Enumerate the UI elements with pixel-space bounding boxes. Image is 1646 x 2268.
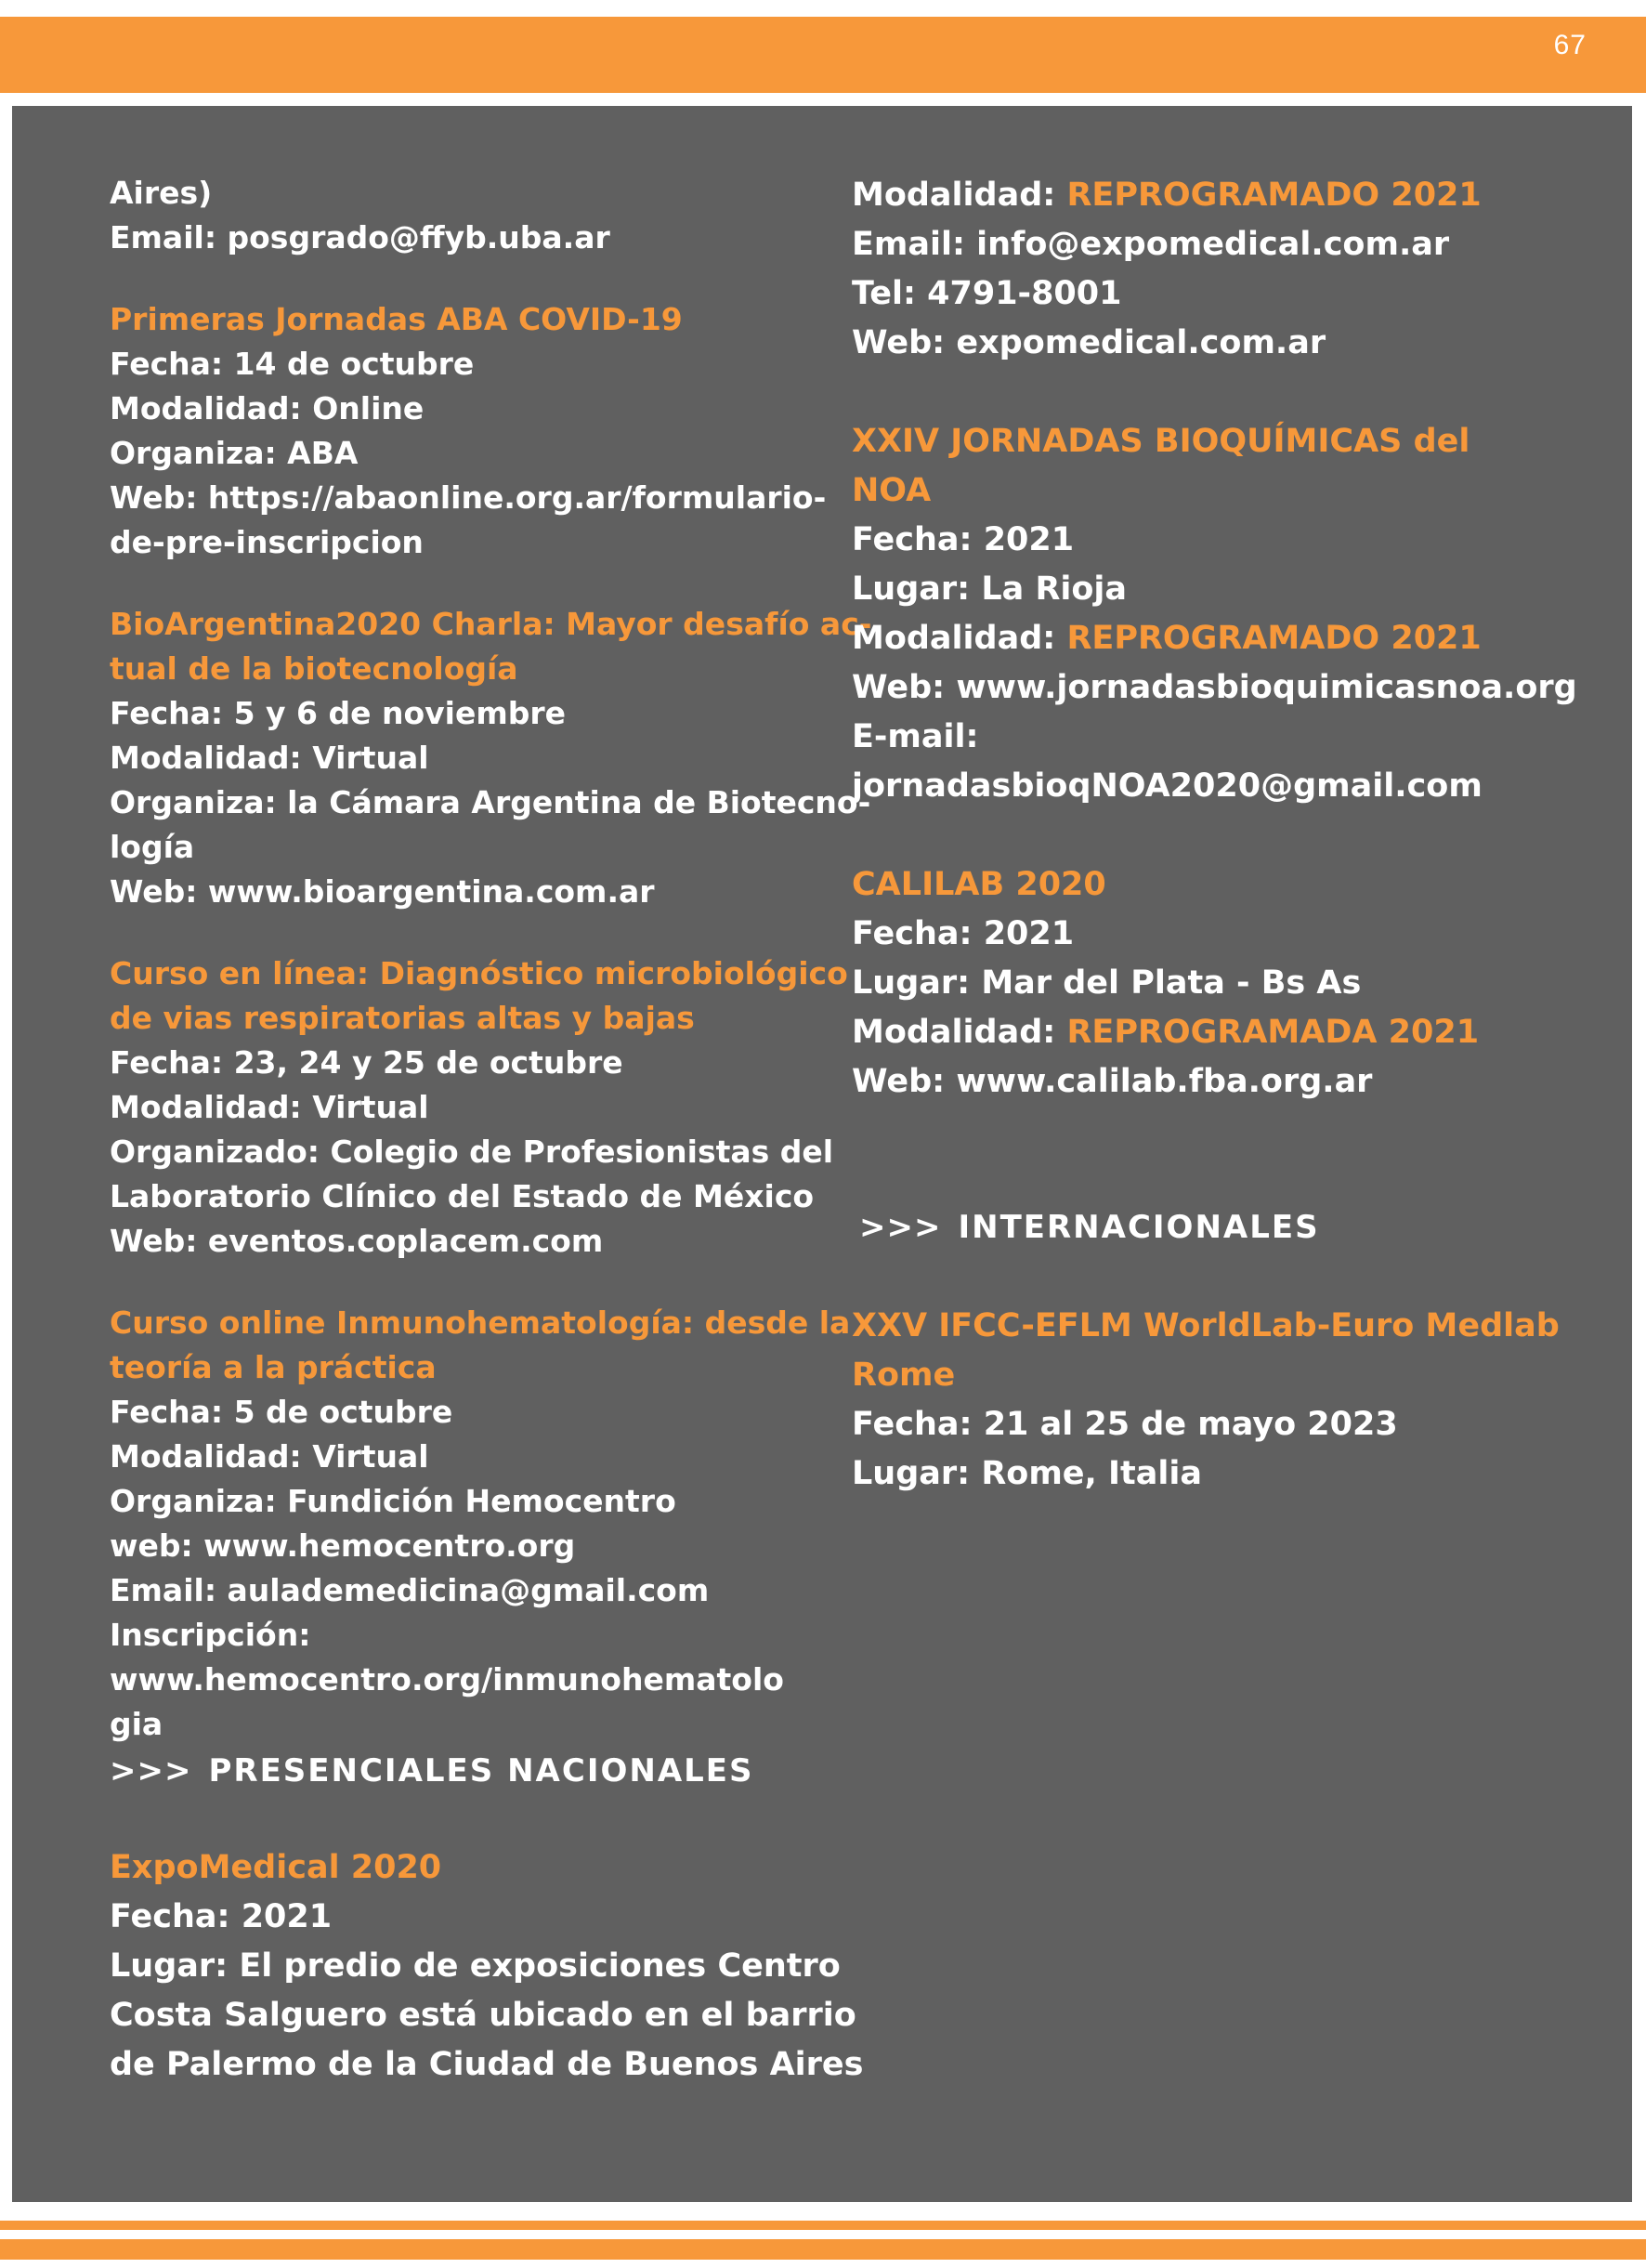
modalidad-label: Modalidad: xyxy=(852,1014,1067,1051)
event-calilab xyxy=(852,860,1567,1107)
footer-bar-thin xyxy=(0,2221,1646,2230)
event-line: Fecha: 14 de octubre xyxy=(110,346,475,382)
event-title: Curso online Inmunohematología: desde la xyxy=(110,1304,851,1341)
event-line: Laboratorio Clínico del Estado de México xyxy=(110,1178,815,1214)
event-line: de-pre-inscripcion xyxy=(110,524,424,560)
event-line: Modalidad: Virtual xyxy=(110,1438,429,1475)
event-line: Fecha: 2021 xyxy=(110,1898,333,1935)
event-jornadas-noa xyxy=(852,417,1577,811)
event-line: Lugar: Rome, Italia xyxy=(852,1455,1203,1492)
event-line: Modalidad: Virtual xyxy=(110,1089,429,1125)
event-line: www.hemocentro.org/inmunohematolo xyxy=(110,1661,784,1698)
page-number: 67 xyxy=(1553,30,1587,60)
event-line: Modalidad: Virtual xyxy=(110,740,429,776)
event-title: CALILAB 2020 xyxy=(852,866,1106,903)
event-line: Costa Salguero está ubicado en el barrio xyxy=(110,1997,856,2034)
event-line: Organiza: Fundición Hemocentro xyxy=(110,1483,676,1519)
event-expomedical-continued xyxy=(852,171,1567,368)
footer-bar xyxy=(0,2239,1646,2260)
event-line: Web: expomedical.com.ar xyxy=(852,324,1326,361)
modalidad-status: REPROGRAMADO 2021 xyxy=(1066,177,1482,214)
event-title: ExpoMedical 2020 xyxy=(110,1849,442,1886)
event-line: Web: www.bioargentina.com.ar xyxy=(110,873,655,910)
event-line: Organiza: la Cámara Argentina de Biotecno- xyxy=(110,784,871,820)
modalidad-status: REPROGRAMADA 2021 xyxy=(1066,1014,1480,1051)
event-line: logía xyxy=(110,829,195,865)
event-curso-microbiologico xyxy=(110,951,848,1264)
modalidad-label: Modalidad: xyxy=(852,620,1067,657)
event-title: Curso en línea: Diagnóstico microbiológico xyxy=(110,955,848,991)
section-heading-internacionales xyxy=(859,1203,1567,1252)
event-title: Primeras Jornadas ABA COVID-19 xyxy=(110,301,683,337)
section-heading-presenciales xyxy=(110,1747,816,1795)
event-line: Fecha: 5 de octubre xyxy=(110,1394,453,1430)
event-bioargentina xyxy=(110,602,872,914)
event-line: jornadasbioqNOA2020@gmail.com xyxy=(852,767,1483,805)
event-line: Tel: 4791-8001 xyxy=(852,275,1122,312)
section-arrows: >>> xyxy=(110,1752,192,1789)
event-worldlab xyxy=(852,1302,1567,1499)
section-label: INTERNACIONALES xyxy=(958,1209,1320,1246)
event-aba-covid xyxy=(110,297,827,565)
event-title: BioArgentina2020 Charla: Mayor desafío ac- xyxy=(110,606,872,642)
event-line: Organiza: ABA xyxy=(110,435,359,471)
modalidad-line xyxy=(852,171,1567,220)
event-title: NOA xyxy=(852,472,932,509)
intro-line: Aires) xyxy=(110,175,213,211)
event-line: Organizado: Colegio de Profesionistas del xyxy=(110,1134,834,1170)
event-line: web: www.hemocentro.org xyxy=(110,1527,576,1564)
content-panel xyxy=(12,106,1632,2202)
event-line: Lugar: La Rioja xyxy=(852,570,1128,608)
event-title: tual de la biotecnología xyxy=(110,650,518,687)
event-title: XXIV JORNADAS BIOQUÍMICAS del xyxy=(852,423,1470,460)
event-line: Web: www.jornadasbioquimicasnoa.org xyxy=(852,669,1577,706)
event-line: Fecha: 2021 xyxy=(852,521,1075,558)
event-line: Fecha: 23, 24 y 25 de octubre xyxy=(110,1044,623,1081)
event-title: XXV IFCC-EFLM WorldLab-Euro Medlab xyxy=(852,1307,1560,1344)
intro-email: Email: posgrado@ffyb.uba.ar xyxy=(110,219,610,256)
event-line: Lugar: Mar del Plata - Bs As xyxy=(852,964,1362,1002)
modalidad-line xyxy=(852,1008,1567,1057)
event-line: Email: info@expomedical.com.ar xyxy=(852,226,1450,263)
event-title: teoría a la práctica xyxy=(110,1349,437,1385)
modalidad-status: REPROGRAMADO 2021 xyxy=(1066,620,1482,657)
event-line: Modalidad: Online xyxy=(110,390,425,426)
event-line: Fecha: 5 y 6 de noviembre xyxy=(110,695,567,731)
event-line: de Palermo de la Ciudad de Buenos Aires xyxy=(110,2046,864,2083)
event-line: Web: https://abaonline.org.ar/formulario- xyxy=(110,479,827,516)
section-arrows: >>> xyxy=(859,1209,942,1246)
event-line: Fecha: 21 al 25 de mayo 2023 xyxy=(852,1406,1398,1443)
event-line: Web: eventos.coplacem.com xyxy=(110,1223,604,1259)
event-line: gia xyxy=(110,1706,163,1742)
event-title: de vias respiratorias altas y bajas xyxy=(110,1000,695,1036)
modalidad-line xyxy=(852,614,1567,663)
event-line: Fecha: 2021 xyxy=(852,915,1075,952)
event-curso-inmunohematologia xyxy=(110,1301,851,1747)
section-label: PRESENCIALES NACIONALES xyxy=(208,1752,754,1789)
header-bar xyxy=(0,17,1646,93)
event-line: E-mail: xyxy=(852,718,979,755)
event-line: Lugar: El predio de exposiciones Centro xyxy=(110,1947,841,1985)
event-expomedical xyxy=(110,1843,864,2090)
event-line: Inscripción: xyxy=(110,1617,311,1653)
right-column xyxy=(852,171,1577,1499)
left-column xyxy=(110,171,872,2090)
event-line: Web: www.calilab.fba.org.ar xyxy=(852,1063,1373,1100)
modalidad-label: Modalidad: xyxy=(852,177,1067,214)
event-title: Rome xyxy=(852,1357,956,1394)
event-line: Email: aulademedicina@gmail.com xyxy=(110,1572,710,1608)
